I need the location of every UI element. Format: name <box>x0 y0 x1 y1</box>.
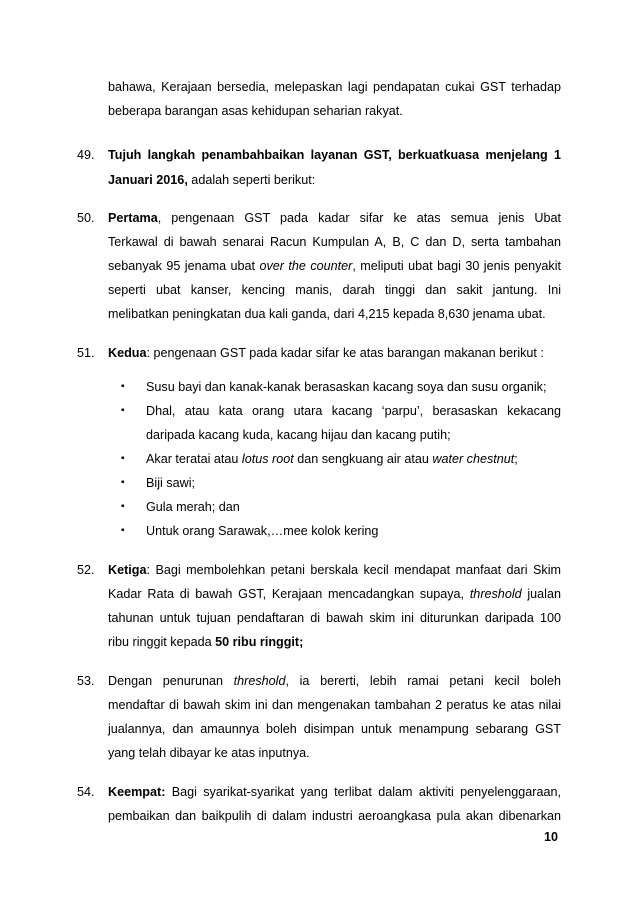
bullet-3-italic-lotus: lotus root <box>241 452 294 466</box>
p49-line-1-bold: Tujuh langkah penambahbaikan layanan GST, berkuatkuasa menjelang 1 <box>108 148 561 162</box>
p52-line-4 <box>108 634 303 650</box>
bullet-3b: dan sengkuang air atau <box>293 452 433 466</box>
p49-line-2 <box>108 172 315 188</box>
p54-line-2: pembaikan dan baikpulih di dalam industri aeroangkasa pula akan dibenarkan <box>108 809 561 823</box>
p53-line-2: mendaftar di bawah skim ini dan mengenakan tambahan 2 peratus ke atas nilai <box>108 698 561 712</box>
p52-line-1-text: : Bagi membolehkan petani berskala kecil mendapat manfaat dari Skim <box>146 563 561 577</box>
paragraph-number-52: 52. <box>77 563 95 577</box>
p50-line-3b: , meliputi ubat bagi 30 jenis penyakit <box>352 259 562 273</box>
bullet-item-5: Gula merah; dan <box>146 500 240 514</box>
bullet-item-4: Biji sawi; <box>146 476 195 490</box>
p49-line-1 <box>108 147 561 163</box>
bullet-icon: ▪ <box>121 453 125 464</box>
p49-date-bold: Januari 2016, <box>108 173 188 187</box>
bullet-icon: ▪ <box>121 525 125 536</box>
p51-line-1 <box>108 345 544 361</box>
p52-line-1 <box>108 562 561 578</box>
p52-line-4a: ribu ringgit kepada <box>108 635 216 649</box>
paragraph-number-49: 49. <box>77 148 95 162</box>
p51-label: Kedua <box>108 346 147 360</box>
p50-line-5: melibatkan peningkatan dua kali ganda, dari 4,215 kepada 8,630 jenama ubat. <box>108 307 546 321</box>
bullet-icon: ▪ <box>121 477 125 488</box>
bullet-3a: Akar teratai atau <box>146 452 242 466</box>
p50-line-1-text: , pengenaan GST pada kadar sifar ke atas semua jenis Ubat <box>157 211 561 225</box>
p53-line-1 <box>108 673 561 689</box>
bullet-3c: ; <box>514 452 518 466</box>
p53-line-1a: Dengan penurunan <box>108 674 234 688</box>
p54-label: Keempat: <box>108 785 166 799</box>
bullet-icon: ▪ <box>121 501 125 512</box>
paragraph-number-54: 54. <box>77 785 95 799</box>
p50-line-3a: sebanyak 95 jenama ubat <box>108 259 260 273</box>
paragraph-number-53: 53. <box>77 674 95 688</box>
p50-line-1 <box>108 210 561 226</box>
bullet-item-1: Susu bayi dan kanak-kanak berasaskan kacang soya dan susu organik; <box>146 380 547 394</box>
bullet-icon: ▪ <box>121 405 125 416</box>
p52-line-2a: Kadar Rata di bawah GST, Kerajaan mencadangkan supaya, <box>108 587 470 601</box>
p50-line-2: Terkawal di bawah senarai Racun Kumpulan A, B, C dan D, serta tambahan <box>108 235 561 249</box>
p52-italic-threshold: threshold <box>469 587 522 601</box>
bullet-3-italic-water: water chestnut <box>432 452 515 466</box>
p50-italic-otc: over the counter <box>259 259 353 273</box>
p53-line-4: yang telah dibayar ke atas inputnya. <box>108 746 310 760</box>
bullet-item-3 <box>146 451 518 467</box>
p51-line-1-text: : pengenaan GST pada kadar sifar ke atas barangan makanan berikut : <box>146 346 544 360</box>
p52-line-2b: jualan <box>521 587 561 601</box>
p52-label: Ketiga <box>108 563 147 577</box>
intro-line-2: beberapa barangan asas kehidupan seharian rakyat. <box>108 104 403 118</box>
bullet-item-2-line-1: Dhal, atau kata orang utara kacang ‘parpu’, berasaskan kekacang <box>146 404 561 418</box>
bullet-item-6: Untuk orang Sarawak,…mee kolok kering <box>146 524 379 538</box>
paragraph-number-51: 51. <box>77 346 95 360</box>
p54-line-1-text: Bagi syarikat-syarikat yang terlibat dalam aktiviti penyelenggaraan, <box>165 785 561 799</box>
p52-bold-amount: 50 ribu ringgit; <box>215 635 304 649</box>
p50-line-4: seperti ubat kanser, kencing manis, darah tinggi dan sakit jantung. Ini <box>108 283 561 297</box>
bullet-icon: ▪ <box>121 381 125 392</box>
p49-line-2-text: adalah seperti berikut: <box>187 173 316 187</box>
p53-line-1b: , ia bererti, lebih ramai petani kecil boleh <box>285 674 561 688</box>
p54-line-1 <box>108 784 561 800</box>
p52-line-2 <box>108 586 561 602</box>
p50-label: Pertama <box>108 211 158 225</box>
p50-line-3 <box>108 258 561 274</box>
page-number: 10 <box>544 830 559 844</box>
p53-italic-threshold: threshold <box>233 674 286 688</box>
p52-line-3: tahunan untuk tujuan pendaftaran di bawah skim ini diturunkan daripada 100 <box>108 611 561 625</box>
p53-line-3: jualannya, dan amaunnya boleh disimpan untuk menampung sebarang GST <box>108 722 561 736</box>
intro-line-1: bahawa, Kerajaan bersedia, melepaskan lagi pendapatan cukai GST terhadap <box>108 80 561 94</box>
bullet-item-2-line-2: daripada kacang kuda, kacang hijau dan kacang putih; <box>146 428 451 442</box>
paragraph-number-50: 50. <box>77 211 95 225</box>
